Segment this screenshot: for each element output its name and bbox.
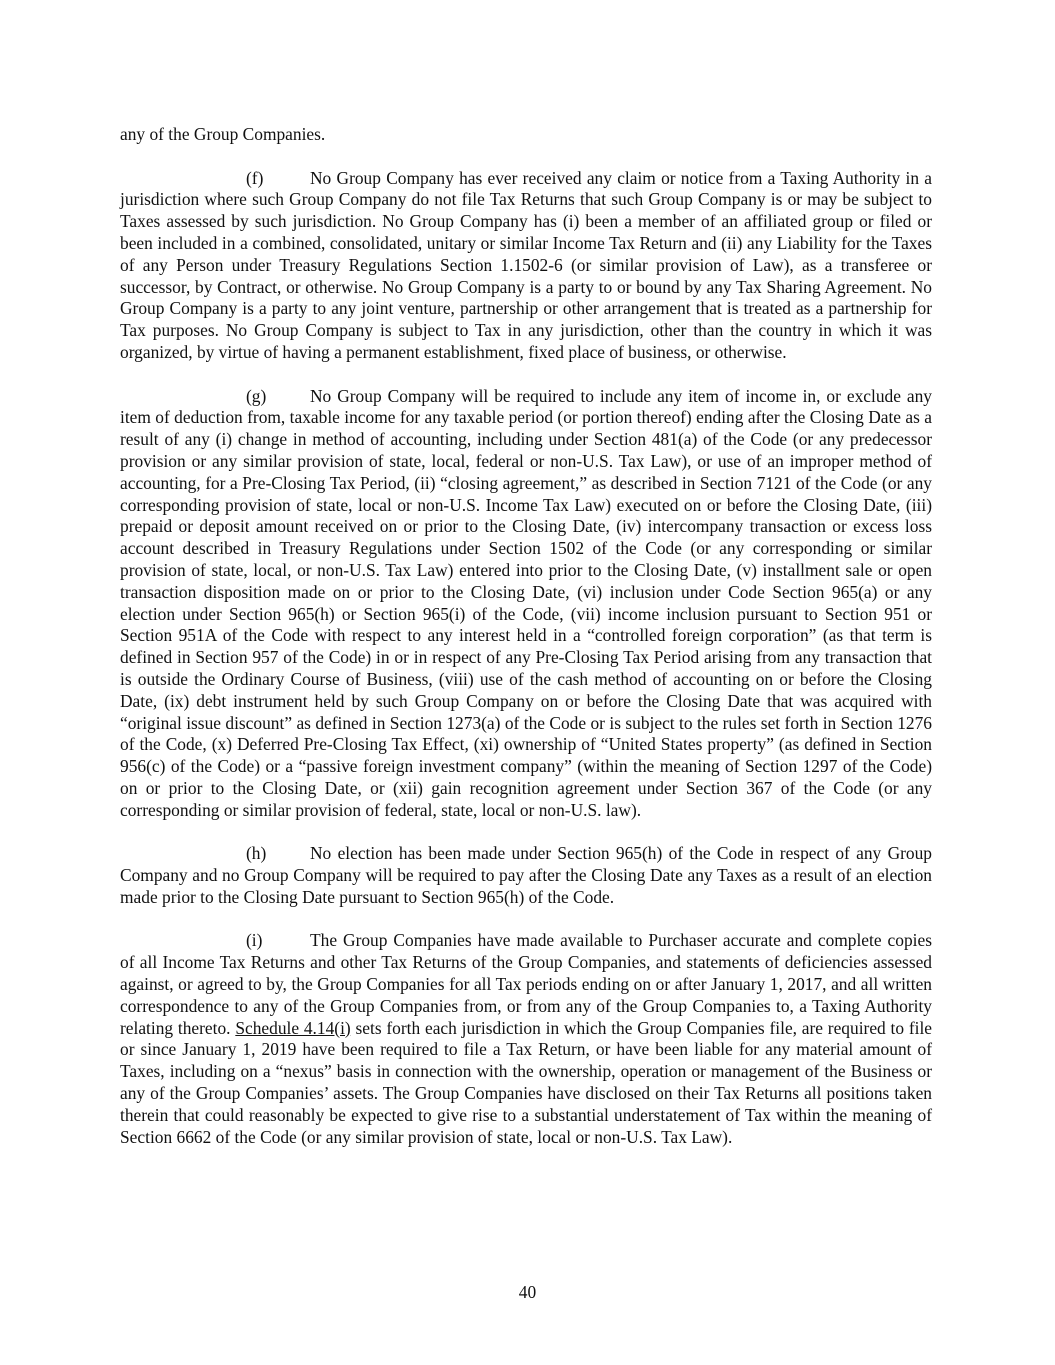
paragraph-f [120, 168, 932, 364]
paragraph-h [120, 843, 932, 908]
paragraph-g-text: No Group Company will be required to include any item of income in, or exclude any item of deduction from, taxable income for any taxable period (or portion thereof) ending after the Closing Date as a result of any (i) change in method of accounting, including under Section 481(a) of the Code (or any predecessor provision or any similar provision of state, local, federal or non-U.S. Tax Law), or use of an improper method of accounting, for a Pre-Closing Tax Period, (ii) “closing agreement,” as described in Section 7121 of the Code (or any corresponding provision of state, local or non-U.S. Income Tax Law) executed on or before the Closing Date, (iii) prepaid or deposit amount received on or prior to the Closing Date, (iv) intercompany transaction or excess loss account described in Treasury Regulations under Section 1502 of the Code (or any corresponding or similar provision of state, local, or non-U.S. Tax Law) entered into prior to the Closing Date, (v) installment sale or open transaction disposition made on or prior to the Closing Date, (vi) inclusion under Code Section 965(a) or any election under Section 965(h) or Section 965(i) of the Code, (vii) income inclusion pursuant to Section 951 or Section 951A of the Code with respect to any interest held in a “controlled foreign corporation” (as that term is defined in Section 957 of the Code) in or in respect of any Pre-Closing Tax Period arising from any transaction that is outside the Ordinary Course of Business, (viii) use of the cash method of accounting on or before the Closing Date, (ix) debt instrument held by such Group Company on or before the Closing Date that was acquired with “original issue discount” as defined in Section 1273(a) of the Code or is subject to the rules set forth in Section 1276 of the Code, (x) Deferred Pre-Closing Tax Effect, (xi) ownership of “United States property” (as defined in Section 956(c) of the Code) or a “passive foreign investment company” (within the meaning of Section 1297 of the Code) on or prior to the Closing Date, or (xii) gain recognition agreement under Section 367 of the Code (or any corresponding or similar provision of federal, state, local or non-U.S. law). [120, 385, 932, 820]
paragraph-i-text-before: The Group Companies have made available to Purchaser accurate and complete copies of all Income Tax Returns and other Tax Returns of the Group Companies, and statements of deficiencies assessed against, or agreed to by, the Group Companies for all Tax periods ending on or after January 1, 2017, and all written correspondence to any of the Group Companies from, or from any of the Group Companies to, a Taxing Authority relating thereto. [120, 930, 932, 1038]
paragraph-h-text: No election has been made under Section 965(h) of the Code in respect of any Group Company and no Group Company will be required to pay after the Closing Date any Taxes as a result of an election made prior to the Closing Date pursuant to Section 965(h) of the Code. [120, 843, 932, 907]
schedule-reference-link[interactable]: Schedule 4.14(i) [235, 1017, 351, 1038]
paragraph-i [120, 930, 932, 1148]
paragraph-i-label: (i) [246, 930, 263, 951]
paragraph-g [120, 386, 932, 822]
intro-text: any of the Group Companies. [120, 124, 326, 144]
paragraph-f-label: (f) [246, 167, 264, 188]
paragraph-g-label: (g) [246, 385, 267, 406]
paragraph-i-text-after: sets forth each jurisdiction in which the Group Companies file, are required to file or since January 1, 2019 have been required to file a Tax Return, or have been liable for any material amount of Taxes, including on a “nexus” basis in connection with the ownership, operation or management of the Business or any of the Group Companies’ assets. The Group Companies have disclosed on their Tax Returns all positions taken therein that could reasonably be expected to give rise to a substantial understatement of Tax within the meaning of Section 6662 of the Code (or any similar provision of state, local or non-U.S. Tax Law). [120, 1017, 933, 1147]
paragraph-h-label: (h) [246, 843, 267, 864]
page-number: 40 [518, 1282, 537, 1302]
document-page [120, 124, 932, 1170]
paragraph-f-text: No Group Company has ever received any claim or notice from a Taxing Authority in a jurisdiction where such Group Company do not file Tax Returns that such Group Company is or may be subject to Taxes assessed by such jurisdiction. No Group Company has (i) been a member of an affiliated group or filed or been included in a combined, consolidated, unitary or similar Income Tax Return and (ii) any Liability for the Taxes of any Person under Treasury Regulations Section 1.1502-6 (or similar provision of Law), as a transferee or successor, by Contract, or otherwise. No Group Company is a party to or bound by any Tax Sharing Agreement. No Group Company is a party to any joint venture, partnership or other arrangement that is treated as a partnership for Tax purposes. No Group Company is subject to Tax in any jurisdiction, other than the country in which it was organized, by virtue of having a permanent establishment, fixed place of business, or otherwise. [120, 167, 932, 362]
